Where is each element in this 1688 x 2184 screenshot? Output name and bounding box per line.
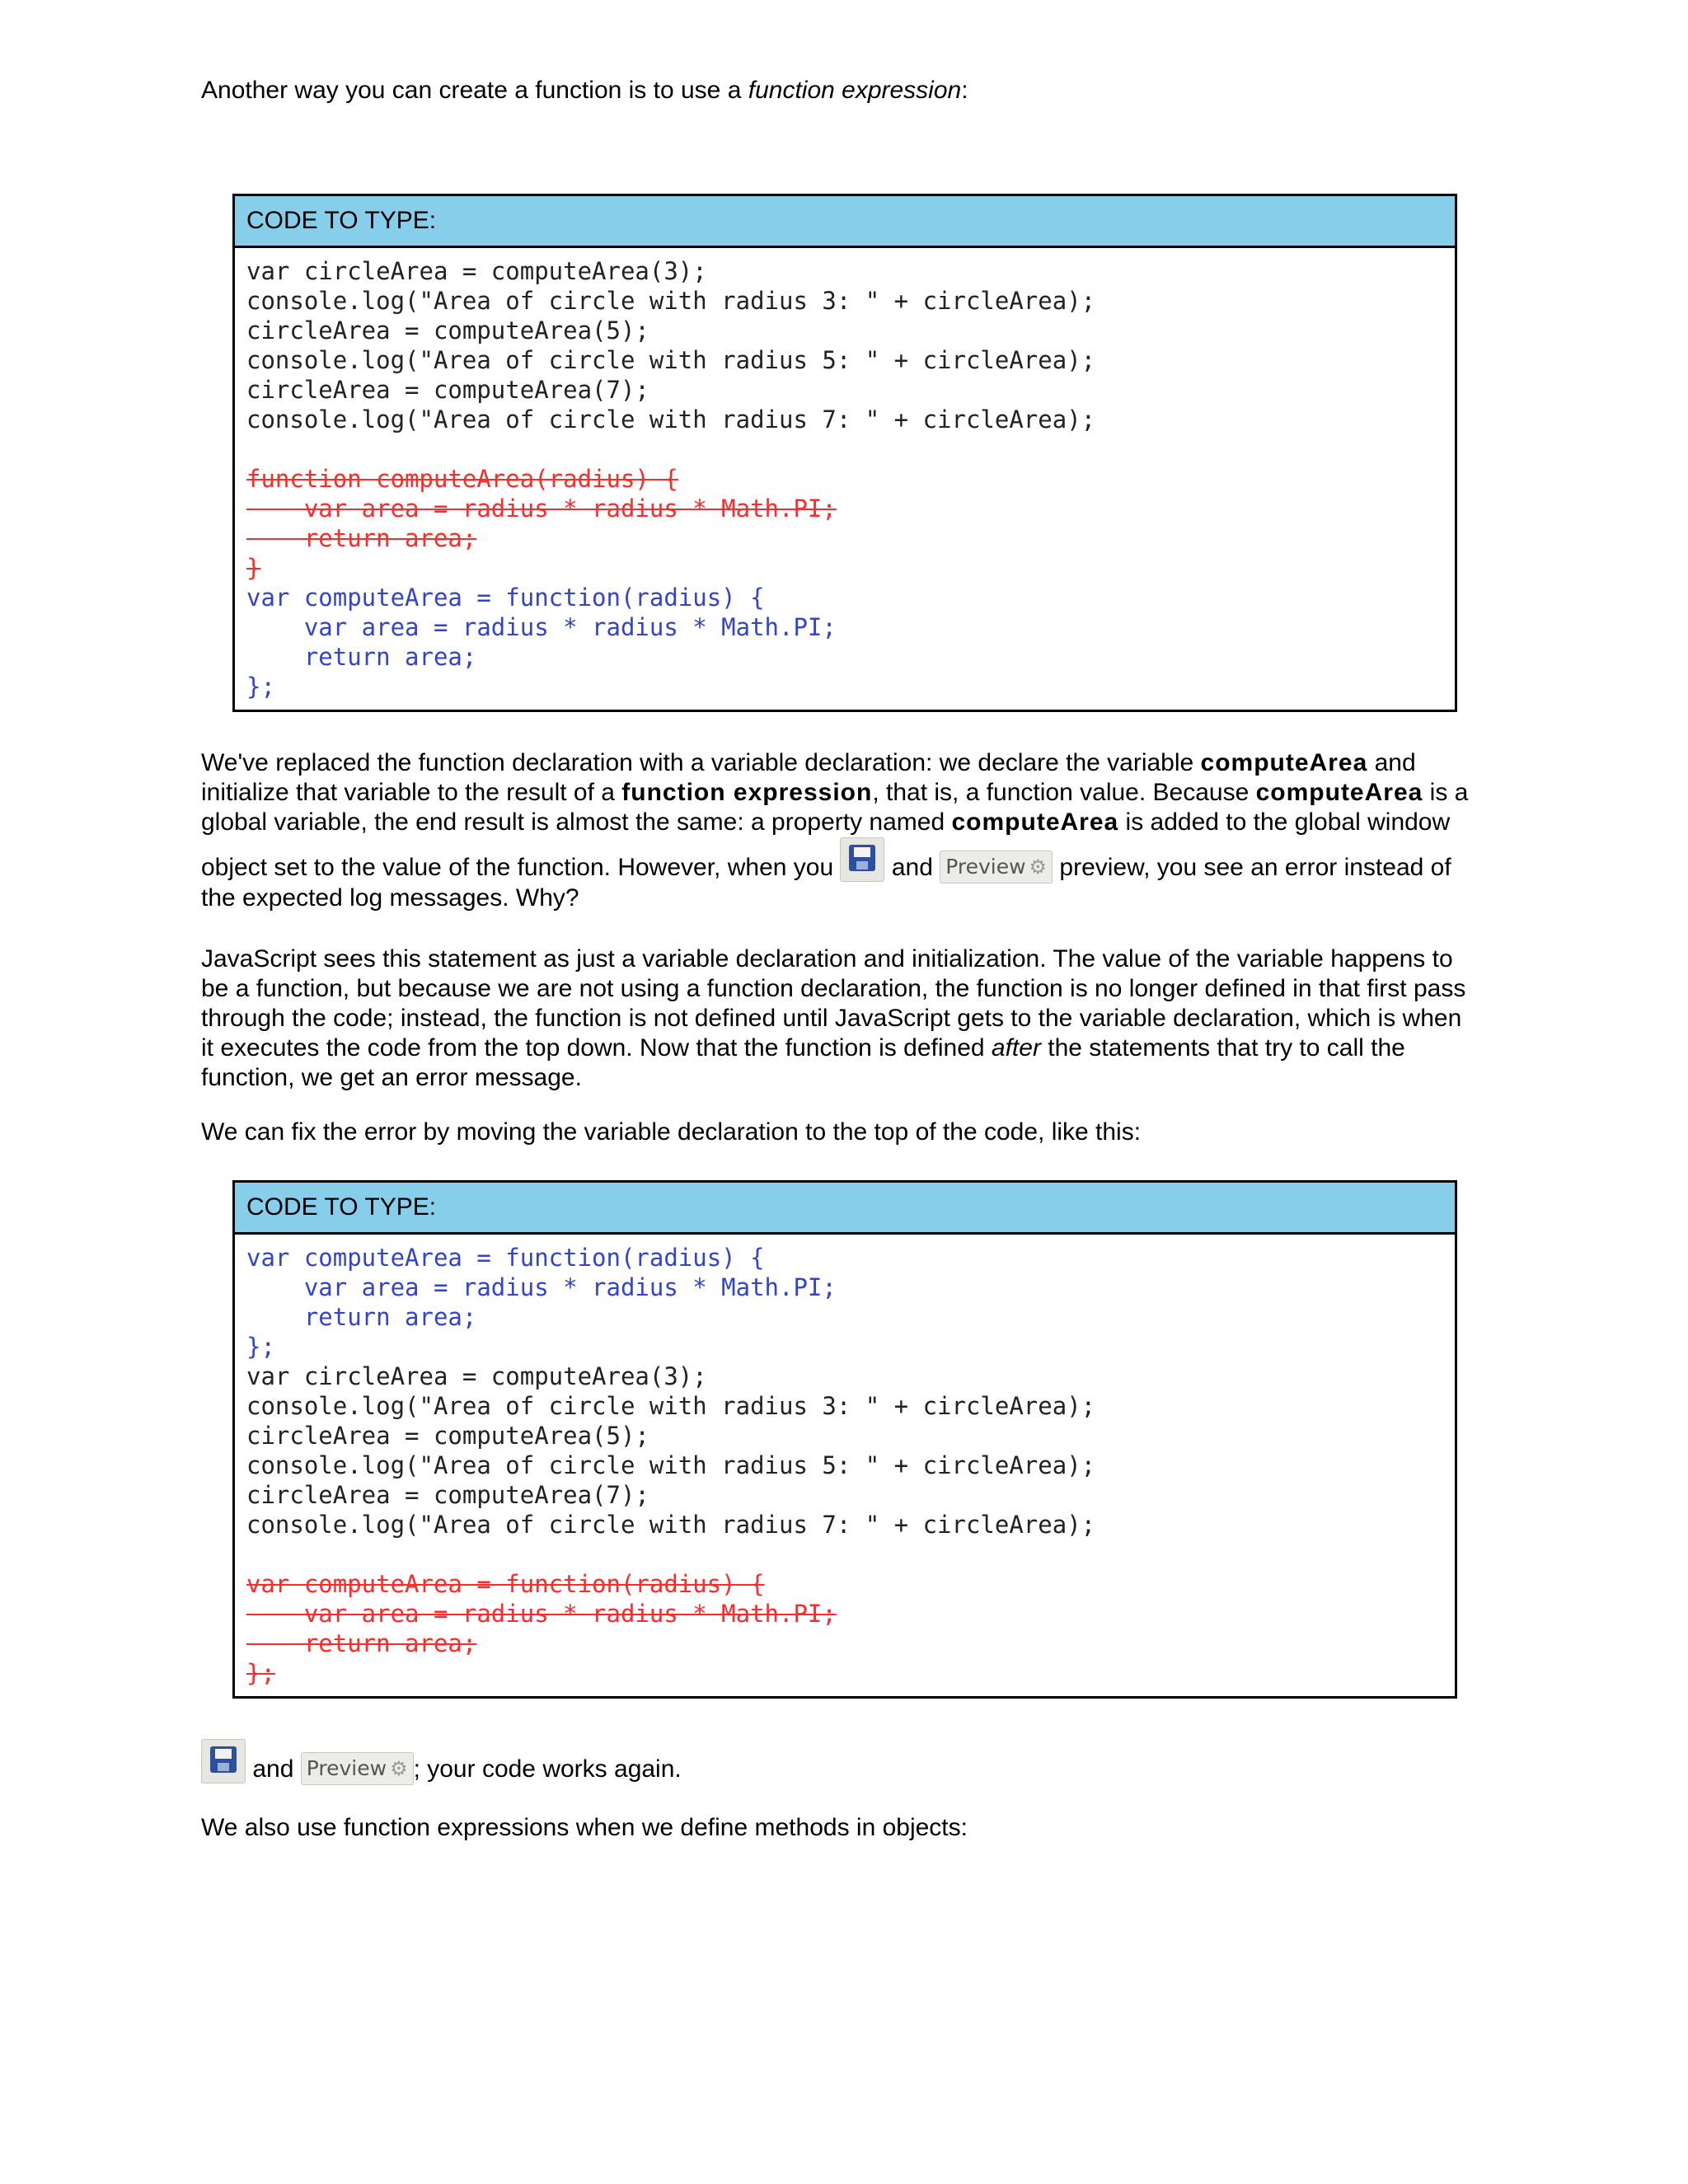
code-term: computeArea xyxy=(1200,749,1368,776)
code-line: return area; xyxy=(246,1629,477,1657)
intro-text: Another way you can create a function is to use a xyxy=(201,77,748,104)
code-line xyxy=(246,434,1443,464)
code-line xyxy=(246,1540,1443,1569)
code-block-1 xyxy=(232,194,1457,712)
code-block-body xyxy=(235,248,1455,710)
preview-label: Preview xyxy=(945,855,1026,879)
para-text: We also use function expressions when we define methods in objects: xyxy=(201,1814,968,1841)
save-button[interactable] xyxy=(201,1739,246,1783)
para-text: , that is, a function value. Because xyxy=(872,779,1256,806)
code-term: computeArea xyxy=(951,808,1119,836)
intro-paragraph xyxy=(201,76,1470,105)
code-term: computeArea xyxy=(1255,779,1423,806)
preview-button[interactable] xyxy=(301,1752,414,1785)
code-line: return area; xyxy=(246,1303,477,1331)
code-line: console.log("Area of circle with radius 5: " + circleArea); xyxy=(246,1451,1096,1479)
code-line: var area = radius * radius * Math.PI; xyxy=(246,1273,837,1301)
para-text: preview, you see an error instead of the expected log messages. Why? xyxy=(201,854,1451,912)
save-disk-icon xyxy=(849,845,875,871)
preview-button[interactable] xyxy=(940,851,1053,883)
para-text: is a global variable, the end result is almost the same: a property named xyxy=(201,779,1469,836)
code-line: } xyxy=(246,554,261,582)
code-line: console.log("Area of circle with radius 7: " + circleArea); xyxy=(246,405,1096,434)
code-line: function computeArea(radius) { xyxy=(246,465,678,493)
methods-paragraph xyxy=(201,1813,1470,1843)
code-line: circleArea = computeArea(7); xyxy=(246,376,649,404)
code-line: circleArea = computeArea(5); xyxy=(246,1422,649,1450)
code-line: }; xyxy=(246,673,275,701)
code-line: circleArea = computeArea(5); xyxy=(246,316,649,344)
code-line: var computeArea = function(radius) { xyxy=(246,583,765,612)
code-block-body xyxy=(235,1235,1455,1696)
para-text: We've replaced the function declaration with a variable declaration: we declare the variable xyxy=(201,749,1201,776)
para-text: the statements that try to call the function, we get an error message. xyxy=(201,1034,1405,1091)
code-line: var circleArea = computeArea(3); xyxy=(246,257,707,285)
code-block-header: CODE TO TYPE: xyxy=(235,1183,1455,1235)
code-line: }; xyxy=(246,1659,275,1687)
code-line: var computeArea = function(radius) { xyxy=(246,1244,765,1272)
retry-paragraph xyxy=(201,1739,1470,1785)
para-text: and initialize that variable to the result of a xyxy=(201,749,1416,806)
fix-paragraph xyxy=(201,1118,1470,1147)
explanation-paragraph xyxy=(201,748,1470,913)
code-line: console.log("Area of circle with radius 3: " + circleArea); xyxy=(246,1392,1096,1420)
save-disk-icon xyxy=(210,1746,237,1773)
hoisting-paragraph xyxy=(201,944,1470,1093)
code-line: var area = radius * radius * Math.PI; xyxy=(246,494,837,523)
code-line: console.log("Area of circle with radius 7: " + circleArea); xyxy=(246,1511,1096,1539)
code-line: }; xyxy=(246,1333,275,1361)
code-line: return area; xyxy=(246,643,477,671)
code-line: var circleArea = computeArea(3); xyxy=(246,1362,707,1390)
gear-icon: ⚙ xyxy=(390,1757,408,1780)
intro-emphasis: function expression xyxy=(748,77,962,104)
intro-text-end: : xyxy=(961,77,968,104)
save-button[interactable] xyxy=(840,837,884,882)
code-line: return area; xyxy=(246,524,477,552)
code-line: var computeArea = function(radius) { xyxy=(246,1570,765,1598)
gear-icon: ⚙ xyxy=(1029,855,1048,879)
emphasis: after xyxy=(991,1034,1041,1062)
para-text: is added to the global window object set to the value of the function. However, when you xyxy=(201,808,1451,881)
preview-label: Preview xyxy=(306,1756,387,1780)
para-text: and xyxy=(884,854,940,881)
code-line: console.log("Area of circle with radius 3: " + circleArea); xyxy=(246,287,1096,315)
para-text: We can fix the error by moving the variable declaration to the top of the code, like this: xyxy=(201,1118,1142,1146)
code-line: var area = radius * radius * Math.PI; xyxy=(246,613,837,641)
para-text: and xyxy=(246,1755,301,1783)
para-text: ; your code works again. xyxy=(413,1755,682,1783)
code-term: function expression xyxy=(621,779,873,806)
code-line: circleArea = computeArea(7); xyxy=(246,1481,649,1509)
code-block-header: CODE TO TYPE: xyxy=(235,196,1455,248)
code-line: var area = radius * radius * Math.PI; xyxy=(246,1600,837,1628)
para-text: JavaScript sees this statement as just a variable declaration and initialization. The value of the variable happens to be a function, but because we are not using a function declaration, the function is no longer defined in that first pass through the code; instead, the function is not defined until JavaScript gets to the variable declaration, which is when it executes the code from the top down. Now that the function is defined xyxy=(201,945,1466,1062)
code-block-2 xyxy=(232,1180,1457,1699)
code-line: console.log("Area of circle with radius 5: " + circleArea); xyxy=(246,346,1096,374)
